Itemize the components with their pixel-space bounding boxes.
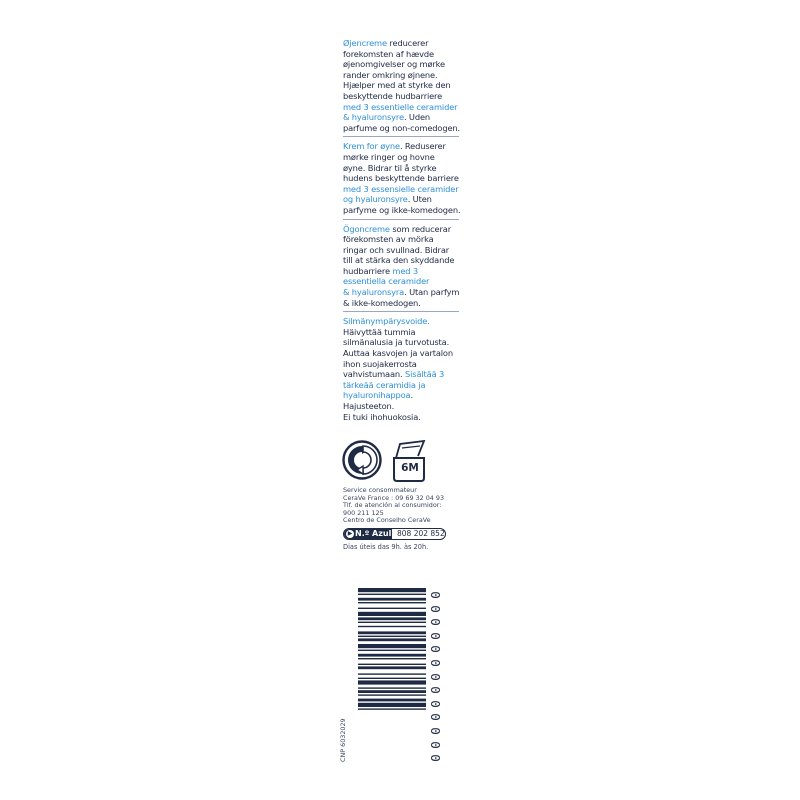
highlighted-text: og hyaluronsyre (343, 194, 408, 205)
paragraph-divider (343, 136, 459, 137)
barcode-bar (358, 650, 426, 651)
service-line: 900 211 125 (343, 508, 384, 517)
body-text: vahvistumaan. (343, 369, 405, 380)
highlighted-text: med 3 essentielle ceramider (343, 101, 458, 112)
body-text: . Uten (407, 194, 432, 205)
description-line (343, 184, 461, 195)
description-line (343, 287, 461, 298)
barcode-bar (358, 598, 426, 601)
barcode-bar (358, 664, 426, 665)
barcode-bar (358, 687, 426, 688)
barcode-bar (358, 588, 426, 592)
highlighted-text: Sisältää 3 (405, 369, 445, 380)
packaging-symbols (342, 440, 452, 484)
body-text: Ei tuki ihohuokosia. (343, 411, 421, 422)
body-text: øjenomgivelser og mørke (343, 59, 445, 70)
description-line (343, 255, 461, 266)
description-line (343, 316, 461, 327)
barcode-bar (358, 654, 426, 657)
barcode-bar (358, 644, 426, 648)
numero-azul-phone: 808 202 852 (397, 529, 445, 538)
barcode-bar (358, 638, 426, 641)
description-line (343, 80, 461, 91)
body-text: silmänalusia ja turvotusta. (343, 337, 450, 348)
barcode-bar (358, 694, 426, 695)
barcode-bar (358, 636, 426, 637)
description-line (343, 49, 461, 60)
description-line (343, 348, 461, 359)
description-paragraph (343, 141, 461, 215)
period-after-opening-label: 6M (401, 462, 419, 474)
barcode-digit: 0 (428, 686, 443, 694)
barcode-bar (358, 617, 426, 620)
body-text: øyne. Bidrar til å styrke (343, 162, 437, 173)
service-line: Tlf. de atención al consumidor: (343, 501, 442, 510)
body-text: rander omkring øjnene. (343, 69, 438, 80)
description-line (343, 205, 461, 216)
cnp-code: CNP 6032029 (339, 718, 347, 762)
highlighted-text: med 3 essensielle ceramider (343, 183, 459, 194)
body-text: . Utan parfym (404, 287, 460, 298)
highlighted-text: Øjencreme (343, 38, 387, 48)
barcode-bar (358, 673, 426, 674)
highlighted-text: & hyaluronsyra (343, 287, 405, 298)
description-line (343, 412, 461, 423)
paragraph-divider (343, 219, 459, 220)
body-text: . Hajusteeton. (343, 390, 413, 411)
description-line (343, 266, 461, 277)
numero-azul-label: N.º Azul (355, 529, 392, 538)
barcode-digit: 0 (428, 713, 443, 722)
highlighted-text: Krem for øyne (343, 141, 400, 152)
green-dot-recycle-icon (342, 440, 382, 480)
description-line (343, 359, 461, 370)
description-line (343, 224, 461, 235)
description-line (343, 390, 461, 411)
description-line (343, 102, 461, 113)
highlighted-text: Ögoncreme (343, 223, 390, 234)
description-line (343, 276, 461, 287)
body-text: Hjælper med at styrke den (343, 80, 451, 91)
description-line (343, 298, 461, 309)
barcode-bar (358, 678, 426, 679)
barcode-bar (358, 608, 426, 609)
barcode-digit: 0 (428, 618, 443, 626)
highlighted-text: essentiella ceramider (343, 276, 430, 287)
body-text: forekomsten af hævde (343, 48, 434, 59)
barcode-bar (358, 602, 426, 603)
description-paragraph (343, 224, 461, 309)
description-line (343, 70, 461, 81)
body-text: Auttaa kasvojen ja vartalon (343, 348, 453, 359)
barcode-digit: 0 (428, 727, 443, 735)
barcode-digit: 0 (428, 591, 443, 599)
barcode-digits (428, 588, 442, 770)
highlighted-text: hyaluronihappoa (343, 390, 411, 401)
barcode-bar (358, 680, 426, 684)
description-line (343, 173, 461, 184)
description-line (343, 369, 461, 380)
body-text: reducerer (386, 38, 429, 48)
barcode-bar (358, 594, 426, 595)
consumer-service-info (343, 487, 463, 525)
barcode-bar (358, 690, 426, 693)
highlighted-text: med 3 (392, 265, 419, 276)
service-line: Service consommateur (343, 486, 417, 494)
description-line (343, 163, 461, 174)
highlighted-text: & hyaluronsyre (343, 112, 404, 123)
service-line: Centro de Conselho CeraVe (343, 516, 431, 525)
body-text: ihon suojakerrosta (343, 358, 417, 369)
service-hours: Dias úteis das 9h. às 20h. (343, 543, 429, 551)
description-line (343, 59, 461, 70)
barcode-digit: 0 (428, 740, 443, 749)
description-line (343, 112, 461, 123)
body-text: till at stärka den skyddande (343, 255, 455, 266)
description-line (343, 327, 461, 338)
description-line (343, 380, 461, 391)
body-text: . Uden (403, 112, 431, 123)
body-text: hudbarriere (343, 265, 393, 276)
body-text: . Reduserer (399, 141, 446, 152)
body-text: parfume og non-comedogen. (343, 122, 461, 133)
barcode-digit: 0 (428, 645, 443, 654)
body-text: mørke ringer og hovne (343, 151, 435, 162)
paragraph-divider (343, 311, 459, 312)
description-line (343, 123, 461, 134)
body-text: Häivyttää tummia (343, 326, 416, 337)
description-line (343, 234, 461, 245)
numero-azul-badge (343, 528, 446, 540)
barcode-bar (358, 708, 426, 709)
highlighted-text: tärkeää ceramidia ja (343, 379, 426, 390)
description-paragraph (343, 38, 461, 133)
description-line (343, 245, 461, 256)
body-text: förekomsten av mörka (343, 234, 434, 245)
barcode-digit: 0 (428, 604, 443, 613)
barcode-bar (358, 622, 426, 623)
product-description-column (343, 38, 461, 422)
barcode-digit: 0 (428, 700, 443, 708)
barcode-bar (358, 626, 426, 627)
description-line (343, 194, 461, 205)
barcode-bar (358, 699, 426, 702)
highlighted-text: Silmänympärysvoide. (343, 316, 430, 327)
barcode-digit: 0 (428, 754, 443, 762)
body-text: hudens beskyttende barriere (343, 173, 459, 184)
numero-azul-label-box (344, 529, 392, 539)
barcode-bar (358, 666, 426, 669)
body-text: & ikke-komedogen. (343, 297, 421, 308)
barcode-bar (358, 703, 426, 707)
body-text: beskyttende hudbarriere (343, 90, 443, 101)
body-text: ringar och svullnad. Bidrar (343, 244, 450, 255)
description-paragraph (343, 316, 461, 422)
description-line (343, 38, 461, 49)
body-text: parfyme og ikke-komedogen. (343, 204, 461, 215)
service-line: CeraVe France : 09 69 32 04 93 (343, 493, 445, 502)
barcode-digit: 0 (428, 672, 443, 681)
description-line (343, 337, 461, 348)
barcode-digit: 0 (428, 659, 443, 667)
barcode-bar (358, 658, 426, 659)
barcode-bar (358, 612, 426, 616)
barcode-bar (358, 631, 426, 634)
body-text: som reducerar (389, 223, 451, 234)
barcode-digit: 0 (428, 632, 443, 640)
play-arrow-icon: ▶ (347, 531, 353, 537)
description-line (343, 141, 461, 152)
description-line (343, 152, 461, 163)
description-line (343, 91, 461, 102)
